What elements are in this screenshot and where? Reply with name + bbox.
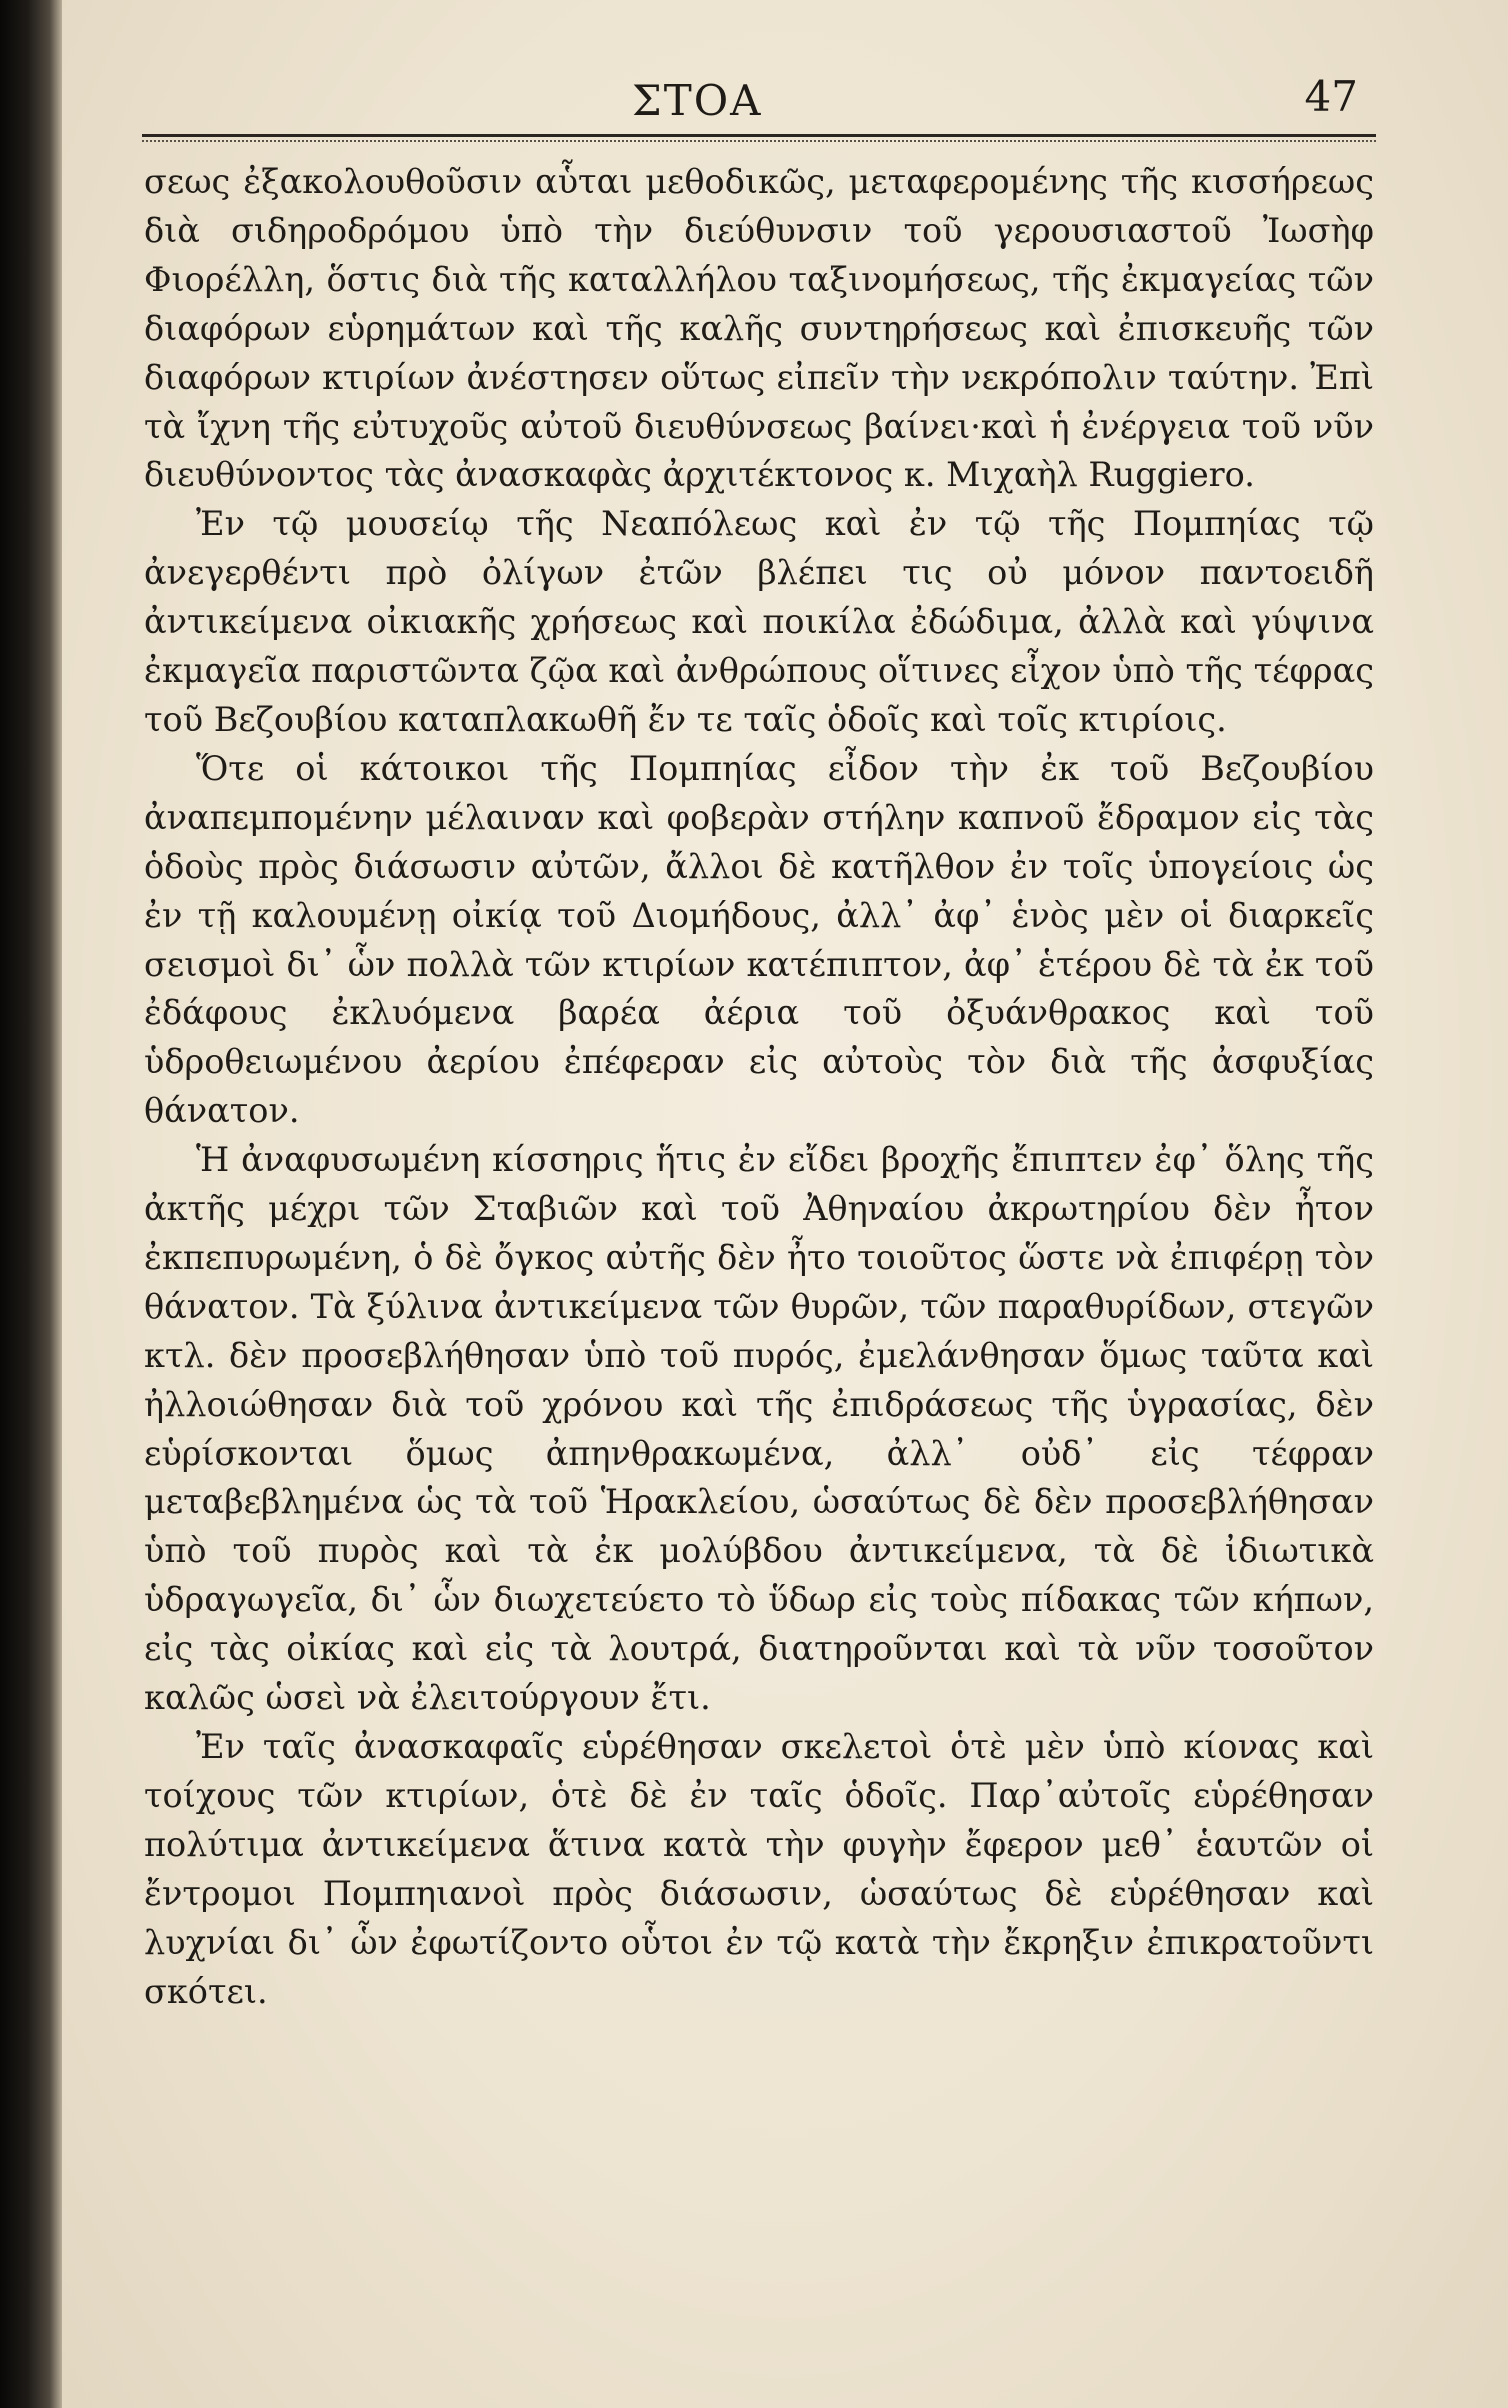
- book-spine-shadow: [0, 0, 62, 2408]
- book-page: [62, 0, 1508, 2408]
- page-header: [62, 70, 1508, 130]
- paragraph: Ὅτε οἱ κάτοικοι τῆς Πομπηίας εἶδον τὴν ἐκ τοῦ Βεζουβίου ἀναπεμπομένην μέλαιναν καὶ φοβερὰν στήλην καπνοῦ ἔδραμον εἰς τὰς ὁδοὺς πρὸς διάσωσιν αὐτῶν, ἄλλοι δὲ κατῆλθον ἐν τοῖς ὑπογείοις ὡς ἐν τῇ καλουμένῃ οἰκίᾳ τοῦ Διομήδους, ἀλλ᾽ ἀφ᾽ ἑνὸς μὲν οἱ διαρκεῖς σεισμοὶ δι᾽ ὧν πολλὰ τῶν κτιρίων κατέπιπτον, ἀφ᾽ ἑτέρου δὲ τὰ ἐκ τοῦ ἐδάφους ἐκλυόμενα βαρέα ἀέρια τοῦ ὀξυάνθρακος καὶ τοῦ ὑδροθειωμένου ἀερίου ἐπέφεραν εἰς αὐτοὺς τὸν διὰ τῆς ἀσφυξίας θάνατον.: [144, 748, 1374, 1131]
- paragraph: σεως ἐξακολουθοῦσιν αὗται μεθοδικῶς, μεταφερομένης τῆς κισσήρεως διὰ σιδηροδρόμου ὑπὸ τὴν διεύθυνσιν τοῦ γερουσιαστοῦ Ἰωσὴφ Φιορέλλη, ὅστις διὰ τῆς καταλλήλου ταξινομήσεως, τῆς ἐκμαγείας τῶν διαφόρων εὑρημάτων καὶ τῆς καλῆς συντηρήσεως καὶ ἐπισκευῆς τῶν διαφόρων κτιρίων ἀνέστησεν οὕτως εἰπεῖν τὴν νεκρόπολιν ταύτην. Ἐπὶ τὰ ἴχνη τῆς εὐτυχοῦς αὐτοῦ διευθύνσεως βαίνει·καὶ ἡ ἐνέργεια τοῦ νῦν διευθύνοντος τὰς ἀνασκαφὰς ἀρχιτέκτονος κ. Μιχαὴλ Ruggiero.: [144, 162, 1374, 495]
- running-title: ΣΤΟΑ: [632, 76, 763, 125]
- body-text: [144, 158, 1374, 2016]
- paragraph: Ἐν ταῖς ἀνασκαφαῖς εὑρέθησαν σκελετοὶ ὁτὲ μὲν ὑπὸ κίονας καὶ τοίχους τῶν κτιρίων, ὁτὲ δὲ ἐν ταῖς ὁδοῖς. Παρ᾽αὐτοῖς εὑρέθησαν πολύτιμα ἀντικείμενα ἅτινα κατὰ τὴν φυγὴν ἔφερον μεθ᾽ ἑαυτῶν οἱ ἔντρομοι Πομπηιανοὶ πρὸς διάσωσιν, ὡσαύτως δὲ εὑρέθησαν καὶ λυχνίαι δι᾽ ὧν ἐφωτίζοντο οὗτοι ἐν τῷ κατὰ τὴν ἔκρηξιν ἐπικρατοῦντι σκότει.: [144, 1727, 1374, 2011]
- header-rule-ornament: [142, 140, 1376, 148]
- page-number: 47: [1304, 72, 1358, 121]
- paragraph: Ἐν τῷ μουσείῳ τῆς Νεαπόλεως καὶ ἐν τῷ τῆς Πομπηίας τῷ ἀνεγερθέντι πρὸ ὀλίγων ἐτῶν βλέπει τις οὐ μόνον παντοειδῆ ἀντικείμενα οἰκιακῆς χρήσεως καὶ ποικίλα ἐδώδιμα, ἀλλὰ καὶ γύψινα ἐκμαγεῖα παριστῶντα ζῷα καὶ ἀνθρώπους οἵτινες εἶχον ὑπὸ τῆς τέφρας τοῦ Βεζουβίου καταπλακωθῆ ἔν τε ταῖς ὁδοῖς καὶ τοῖς κτιρίοις.: [144, 504, 1374, 739]
- header-rule: [142, 134, 1376, 137]
- paragraph: Ἡ ἀναφυσωμένη κίσσηρις ἥτις ἐν εἴδει βροχῆς ἔπιπτεν ἐφ᾽ ὅλης τῆς ἀκτῆς μέχρι τῶν Σταβιῶν καὶ τοῦ Ἀθηναίου ἀκρωτηρίου δὲν ἦτον ἐκπεπυρωμένη, ὁ δὲ ὄγκος αὐτῆς δὲν ἦτο τοιοῦτος ὥστε νὰ ἐπιφέρῃ τὸν θάνατον. Τὰ ξύλινα ἀντικείμενα τῶν θυρῶν, τῶν παραθυρίδων, στεγῶν κτλ. δὲν προσεβλήθησαν ὑπὸ τοῦ πυρός, ἐμελάνθησαν ὅμως ταῦτα καὶ ἠλλοιώθησαν διὰ τοῦ χρόνου καὶ τῆς ἐπιδράσεως τῆς ὑγρασίας, δὲν εὑρίσκονται ὅμως ἀπηνθρακωμένα, ἀλλ᾽ οὐδ᾽ εἰς τέφραν μεταβεβλημένα ὡς τὰ τοῦ Ἡρακλείου, ὡσαύτως δὲ δὲν προσεβλήθησαν ὑπὸ τοῦ πυρὸς καὶ τὰ ἐκ μολύβδου ἀντικείμενα, τὰ δὲ ἰδιωτικὰ ὑδραγωγεῖα, δι᾽ ὧν διωχετεύετο τὸ ὕδωρ εἰς τοὺς πίδακας τῶν κήπων, εἰς τὰς οἰκίας καὶ εἰς τὰ λουτρά, διατηροῦνται καὶ τὰ νῦν τοσοῦτον καλῶς ὡσεὶ νὰ ἐλειτούργουν ἔτι.: [144, 1140, 1374, 1718]
